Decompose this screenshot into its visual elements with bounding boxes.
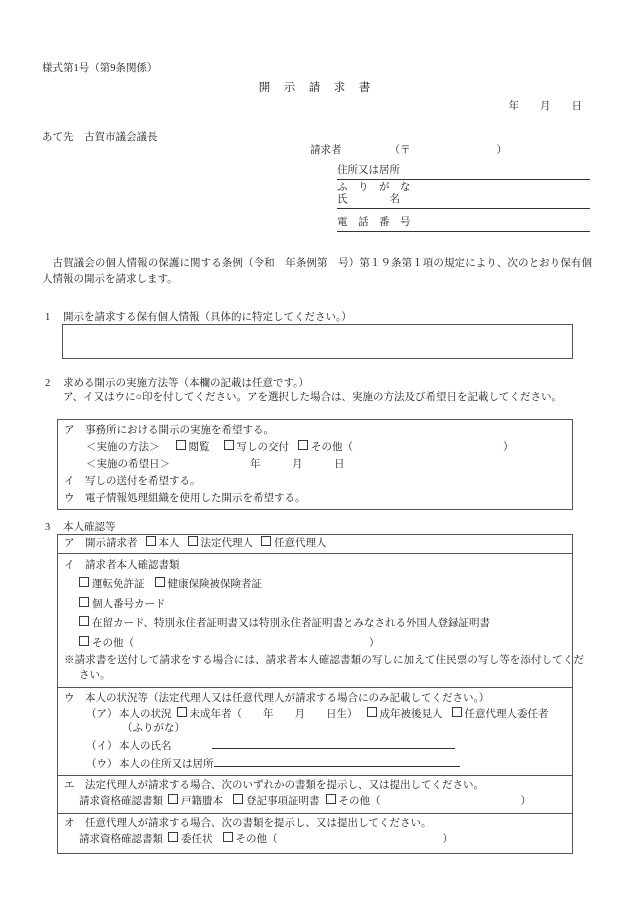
address-field-label: 住所又は居所 [337, 165, 400, 176]
implementation-method-line [58, 439, 572, 456]
furigana-label: ふ り が な [337, 182, 411, 193]
checkbox-copy-delivery[interactable] [224, 442, 290, 453]
checkbox-label: 登記事項証明書 [246, 796, 320, 807]
checkbox-icon [79, 577, 89, 587]
checkbox-icon [168, 794, 178, 804]
checkbox-self[interactable] [146, 538, 180, 549]
addressee-line [42, 131, 158, 144]
spacer [170, 466, 250, 467]
option-a-line [58, 422, 572, 439]
row-e-marker: エ [64, 780, 75, 791]
checkbox-registration-cert[interactable] [233, 796, 320, 807]
requested-info-input-box[interactable] [62, 324, 573, 359]
row-o-label: 任意代理人が請求する場合、次の書類を提示し、又は提出してください。 [85, 818, 432, 829]
phone-field[interactable] [337, 216, 590, 232]
section3-heading [42, 521, 116, 534]
checkbox-icon [223, 832, 233, 842]
section2-number: 2 [45, 378, 51, 389]
name-field-label: 氏 名 [337, 194, 400, 205]
option-i-line [58, 473, 572, 490]
voluntary-rep-doc-line [64, 832, 572, 848]
legal-rep-other-close: ） [520, 796, 531, 807]
checkbox-icon [233, 794, 243, 804]
addressee-name: 古賀市議会議長 [84, 132, 158, 143]
method-label: ＜実施の方法＞ [86, 442, 160, 453]
checkbox-label: その他（ [338, 796, 381, 807]
spacer [145, 586, 155, 587]
requester-label: 請求者 [310, 145, 342, 156]
option-u-marker: ウ [64, 493, 75, 504]
postal-blank[interactable] [411, 152, 497, 153]
checkbox-voluntary-representative[interactable] [261, 538, 327, 549]
checkbox-label: 写しの交付 [236, 442, 289, 453]
page-title: 開 示 請 求 書 [258, 82, 372, 94]
checkbox-label: その他（ [92, 637, 134, 649]
checkbox-icon [326, 794, 336, 804]
checkbox-drivers-license[interactable] [79, 579, 145, 590]
row-legal-rep-documents [58, 776, 572, 814]
spacer [223, 803, 233, 804]
principal-name-line [64, 737, 572, 754]
checkbox-label: 任意代理人委任者 [464, 709, 549, 720]
row-e-label: 法定代理人が請求する場合、次のいずれかの書類を提示し、又は提出してください。 [85, 780, 484, 791]
principal-name-input-line[interactable] [212, 737, 455, 749]
spacer [160, 449, 176, 450]
option-i-marker: イ [64, 476, 75, 487]
checkbox-view[interactable] [176, 442, 210, 453]
checkbox-label: 運転免許証 [92, 579, 145, 590]
id-doc-line-1 [64, 577, 572, 593]
wish-date-label: ＜実施の希望日＞ [86, 459, 170, 470]
row-u-marker: ウ [64, 693, 75, 704]
section2-heading [42, 377, 309, 390]
spacer [138, 545, 146, 546]
row-i-heading [64, 558, 572, 573]
row-a-label: 開示請求者 [85, 538, 138, 549]
spacer [289, 449, 298, 450]
address-field[interactable] [337, 164, 590, 180]
checkbox-icon [224, 440, 234, 450]
row-i-label: 請求者本人確認書類 [85, 560, 180, 571]
sub-i-marker: （イ） [86, 741, 118, 752]
id-doc-line-2 [64, 597, 572, 613]
principal-address-input-line[interactable] [214, 755, 460, 767]
checkbox-icon [298, 440, 308, 450]
option-u-line [58, 490, 572, 507]
postal-close-text: ） [496, 145, 507, 156]
section2-options-box [57, 419, 573, 510]
wish-date-line [58, 456, 572, 473]
section3-number: 3 [45, 522, 51, 533]
row-a-marker: ア [64, 538, 75, 549]
principal-address-line [64, 755, 572, 772]
doc-type-label: 請求資格確認書類 [79, 796, 163, 807]
spacer [443, 716, 452, 717]
form-number: 様式第1号（第9条関係） [42, 63, 158, 74]
spacer [342, 152, 390, 153]
checkbox-icon [79, 597, 89, 607]
checkbox-label: 在留カード、特別永住者証明書又は特別永住者証明書とみなされる外国人登録証明書 [92, 618, 491, 629]
section3-identity-box [57, 534, 584, 854]
checkbox-icon [177, 707, 187, 717]
wish-date-field[interactable]: 年 月 日 [250, 459, 345, 470]
doc-type-label: 請求資格確認書類 [79, 834, 163, 845]
section1-title: 開示を請求する保有個人情報（具体的に特定してください。） [63, 312, 352, 323]
checkbox-label: その他（ [311, 442, 353, 453]
voluntary-rep-other-blank[interactable] [278, 841, 443, 842]
checkbox-label: 任意代理人 [274, 538, 327, 549]
id-other-close: ） [369, 637, 380, 649]
checkbox-voluntary-rep-other[interactable] [223, 834, 278, 845]
row-e-heading [64, 778, 572, 793]
requester-line [310, 144, 507, 157]
legal-rep-other-blank[interactable] [381, 803, 521, 804]
name-field[interactable] [337, 193, 590, 209]
sub-a-label: 本人の状況 [119, 709, 172, 720]
spacer [210, 449, 224, 450]
spacer [253, 545, 261, 546]
row-o-heading [64, 816, 572, 831]
id-doc-line-4 [64, 636, 572, 652]
checkbox-legal-rep-other[interactable] [326, 796, 381, 807]
section2-instruction: ア、イ又はウに○印を付してください。アを選択した場合は、実施の方法及び希望日を記載してください。 [63, 392, 562, 403]
mailing-note: ※請求書を送付して請求をする場合には、請求者本人確認書類の写しに加えて住民票の写し等を添付してください。 [64, 655, 584, 681]
checkbox-family-register[interactable] [168, 796, 223, 807]
method-other-close: ） [503, 442, 514, 453]
postal-code-field[interactable] [390, 145, 508, 156]
option-a-marker: ア [64, 425, 75, 436]
checkbox-residence-card[interactable] [79, 618, 490, 629]
id-doc-line-3 [64, 616, 572, 632]
sub-i-label: 本人の氏名 [119, 741, 172, 752]
legal-rep-doc-line [64, 794, 572, 810]
checkbox-label: 委任状 [181, 834, 213, 845]
row-claimant-type [58, 535, 572, 554]
checkbox-label: 戸籍謄本 [181, 796, 223, 807]
option-i-text: 写しの送付を希望する。 [85, 476, 201, 487]
checkbox-mynumber-card[interactable] [79, 599, 166, 610]
checkbox-label: 法定代理人 [200, 538, 253, 549]
spacer [213, 841, 223, 842]
checkbox-icon [367, 707, 377, 717]
preamble: 古賀議会の個人情報の保護に関する条例（令和 年条例第 号）第１９条第１項の規定により、次のとおり保有個人情報の開示を請求します。 [42, 258, 592, 285]
section1-heading [42, 311, 352, 324]
option-a-text: 事務所における開示の実施を希望する。 [85, 425, 274, 436]
section2-title: 求める開示の実施方法等（本欄の記載は任意です。） [63, 378, 309, 389]
checkbox-label: 本人 [158, 538, 180, 549]
addressee-label: あて先 [42, 132, 74, 143]
checkbox-icon [146, 536, 156, 546]
principal-furigana-note: （ふりがな） [122, 723, 185, 734]
spacer [358, 716, 367, 717]
checkbox-minor[interactable] [177, 709, 358, 720]
section1-number: 1 [45, 312, 51, 323]
row-o-marker: オ [64, 818, 75, 829]
checkbox-icon [79, 616, 89, 626]
checkbox-label: 個人番号カード [92, 598, 166, 610]
row-u-heading [64, 691, 572, 706]
spacer [180, 545, 188, 546]
checkbox-health-insurance[interactable] [155, 579, 263, 590]
checkbox-label: その他（ [235, 834, 278, 845]
date-field[interactable]: 年 月 日 [508, 101, 582, 112]
id-other-blank[interactable] [134, 645, 369, 646]
sub-a-marker: （ア） [86, 709, 118, 720]
voluntary-rep-other-close: ） [442, 834, 453, 845]
checkbox-power-of-attorney[interactable] [168, 834, 213, 845]
method-other-blank[interactable] [353, 449, 503, 450]
checkbox-legal-representative[interactable] [188, 538, 254, 549]
checkbox-id-other[interactable] [79, 638, 134, 649]
section3-title: 本人確認等 [63, 522, 116, 533]
postal-open-text: （〒 [389, 145, 411, 156]
row-i-marker: イ [64, 560, 75, 571]
checkbox-label: 未成年者（ 年 月 日生） [189, 709, 358, 720]
spacer [74, 139, 85, 140]
checkbox-delegator[interactable] [452, 709, 549, 720]
option-u-text: 電子情報処理組織を使用した開示を希望する。 [85, 493, 306, 504]
row-voluntary-rep-documents [58, 814, 572, 853]
checkbox-adult-ward[interactable] [367, 709, 443, 720]
sub-u-marker: （ウ） [86, 759, 118, 770]
principal-status-line [64, 707, 572, 722]
row-u-label: 本人の状況等（法定代理人又は任意代理人が請求する場合にのみ記載してください。） [85, 693, 490, 704]
checkbox-icon [452, 707, 462, 717]
phone-field-label: 電 話 番 号 [337, 217, 411, 228]
checkbox-method-other[interactable] [298, 442, 353, 453]
checkbox-icon [176, 440, 186, 450]
row-identity-documents [58, 554, 584, 688]
checkbox-label: 成年被後見人 [379, 709, 443, 720]
checkbox-label: 閲覧 [188, 442, 210, 453]
row-principal-status [58, 688, 572, 776]
sub-u-label: 本人の住所又は居所 [119, 759, 214, 770]
checkbox-icon [188, 536, 198, 546]
checkbox-icon [79, 636, 89, 646]
checkbox-icon [155, 577, 165, 587]
checkbox-label: 健康保険被保険者証 [167, 579, 262, 590]
checkbox-icon [261, 536, 271, 546]
checkbox-icon [168, 832, 178, 842]
